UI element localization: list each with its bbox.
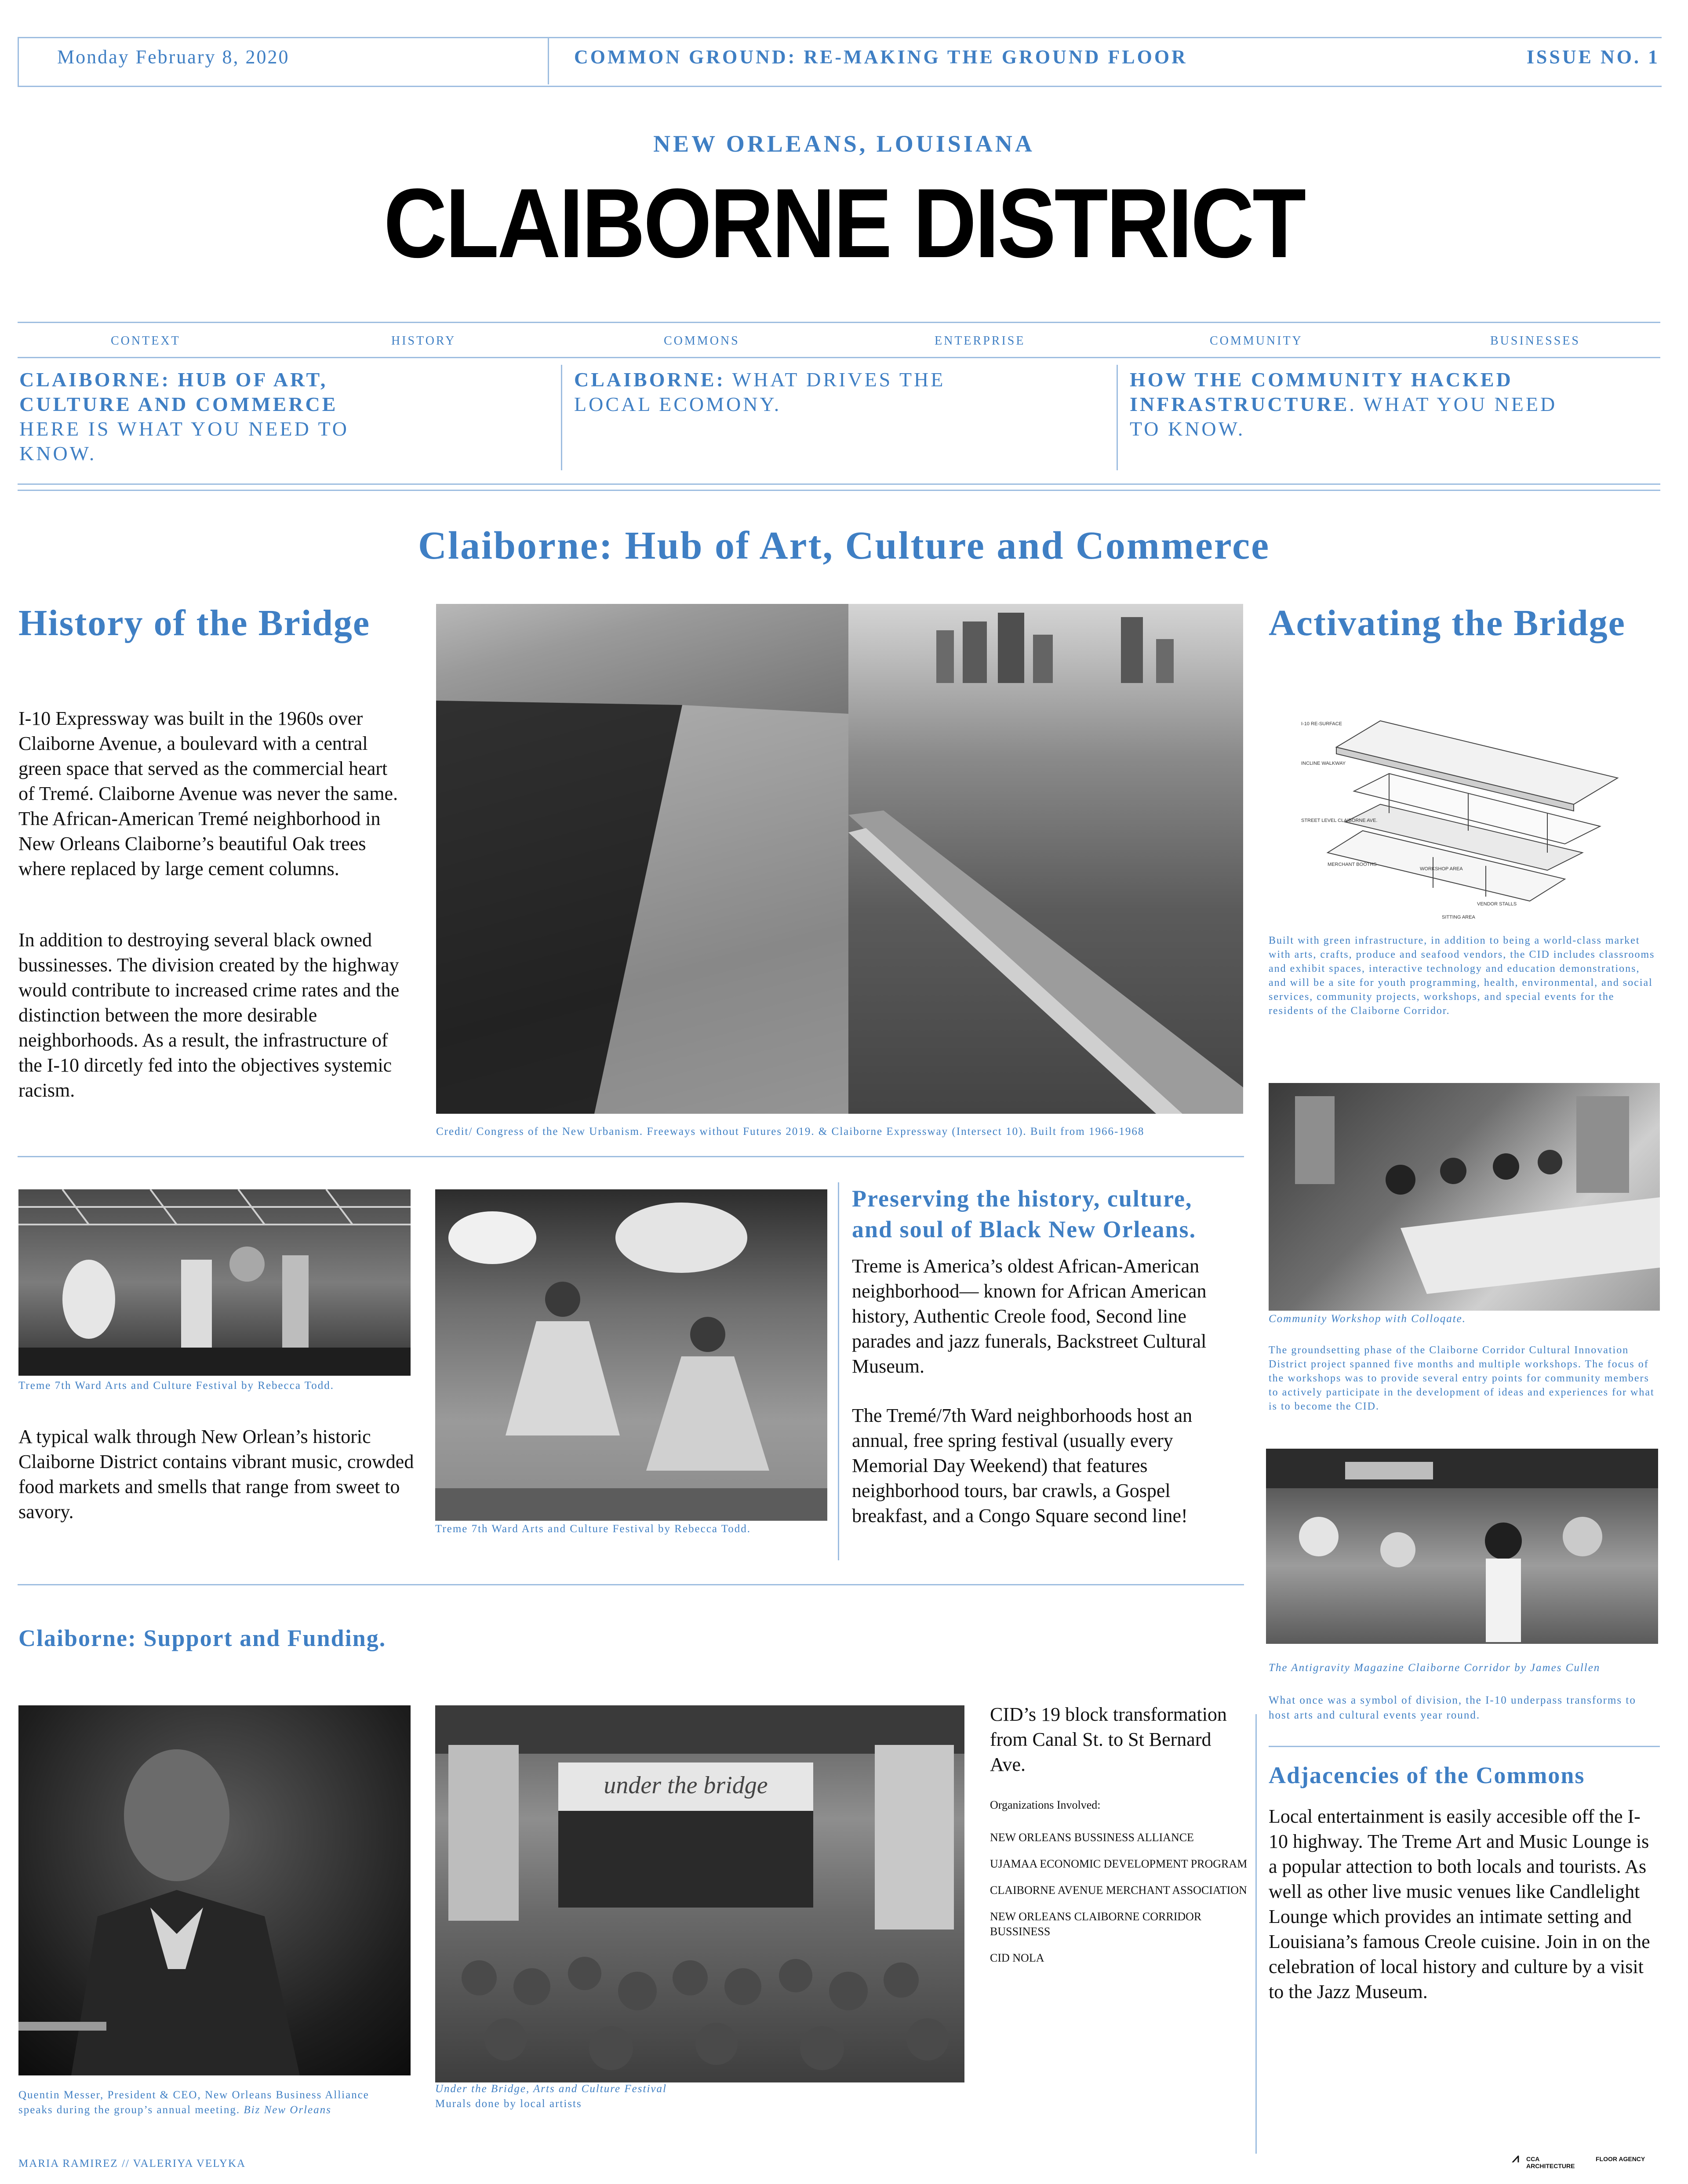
adjacencies-title: Adjacencies of the Commons [1269,1762,1585,1788]
activating-body: Built with green infrastructure, in addition to being a world-class market with arts, crafts, produce and seafood vendors, the CID includes classrooms and exhibit spaces, interactive technology and education demonstrations, and will be a site for youth programming, health, environmental, and social services, community projects, workshops, and special events for the residents of the Claiborne Corridor. [1269,935,1655,1017]
under-bridge-caption [435,2082,919,2111]
preserving-paragraph-1: Treme is America’s oldest African-American neighborhood— known for African American history, Authentic Creole food, Second line parades and jazz funerals, Backstreet Cultural Museum. [852,1255,1207,1377]
antigravity-body: What once was a symbol of division, the I-10 underpass transforms to host arts and cultural events year round. [1269,1694,1636,1721]
diagram-label-sitting: SITTING AREA [1442,915,1475,920]
org-claiborne-corridor: NEW ORLEANS CLAIBORNE CORRIDOR BUSSINESS [990,1910,1202,1938]
footer-authors: MARIA RAMIREZ // VALERIYA VELYKA [18,2158,246,2169]
portrait-photo [18,1705,411,2075]
preserving-divider [838,1182,839,1560]
teaser-economy[interactable] [574,367,979,417]
workshop-photo-art [1269,1083,1660,1311]
org-nola-business-alliance: NEW ORLEANS BUSSINESS ALLIANCE [990,1831,1194,1844]
under-bridge-banner: under the bridge [604,1772,768,1799]
cid-transformation: CID’s 19 block transformation from Canal St. to St Bernard Ave. [990,1704,1227,1775]
teaser-hacked-rest: . WHAT YOU NEED TO KNOW. [1130,393,1557,440]
teaser-economy-bold: CLAIBORNE: [574,368,725,391]
teaser-hub[interactable] [19,367,353,466]
series-title: COMMON GROUND: RE-MAKING THE GROUND FLOOR [574,46,1188,68]
festival-caption-1: Treme 7th Ward Arts and Culture Festival by Rebecca Todd. [18,1380,335,1392]
top-bar-divider [548,38,549,84]
org-claiborne-merchant: CLAIBORNE AVENUE MERCHANT ASSOCIATION [990,1884,1247,1897]
nav-rule-top [18,322,1660,323]
cca-logo-icon: ⩘ [1512,2151,1519,2165]
history-paragraph-1: I-10 Expressway was built in the 1960s over Claiborne Avenue, a boulevard with a central green space that served as the commercial heart of Tremé. Claiborne Avenue was never the same. The African-American Tremé neighborhood in New Orleans Claiborne’s beautiful Oak trees where replaced by large cement columns. [18,708,398,879]
organizations [990,1798,1254,1977]
masthead-title: CLAIBORNE DISTRICT [383,168,1305,279]
diagram-label-street: STREET LEVEL CLAIBORNE AVE. [1301,818,1378,823]
preserving-paragraph-2: The Tremé/7th Ward neighborhoods host an annual, free spring festival (usually every Memorial Day Weekend) that features neighborhood tours, bar crawls, a Gospel breakfast, and a Congo Square second line! [852,1405,1193,1526]
org-ujamaa: UJAMAA ECONOMIC DEVELOPMENT PROGRAM [990,1857,1248,1870]
festival-photo-dancers-art [435,1189,827,1521]
portrait-photo-art [18,1705,411,2075]
hero-caption: Credit/ Congress of the New Urbanism. Freeways without Futures 2019. & Claiborne Expressway (Intersect 10). Built from 1966-1968 [436,1126,1145,1137]
teaser-hub-bold: CLAIBORNE: HUB OF ART, CULTURE AND COMMERCE [19,368,338,415]
festival-photo-dancers [435,1189,827,1521]
portrait-caption-text: Quentin Messer, President & CEO, New Orleans Business Alliance speaks during the group’s annual meeting. [18,2089,369,2116]
nav-history[interactable]: HISTORY [391,334,456,348]
nav-commons[interactable]: COMMONS [664,334,740,348]
org-cid-nola: CID NOLA [990,1951,1044,1964]
festival-photo-band [18,1189,411,1376]
under-bridge-caption-1: Under the Bridge, Arts and Culture Festival [435,2083,667,2095]
nav-community[interactable]: COMMUNITY [1210,334,1303,348]
support-rule [18,1584,1244,1585]
support-title: Claiborne: Support and Funding. [18,1625,386,1651]
adjacencies-body: Local entertainment is easily accesible off the I-10 highway. The Treme Art and Music Lounge is a popular attection to both locals and tourists. As well as other live music venues like Candlelight Lounge which provides an intimate setting and Louisiana’s famous Creole cuisine. Join in on the celebration of local history and culture by a visit to the Jazz Museum. [1269,1806,1650,2002]
bridge-diagram-svg [1301,712,1635,923]
antigravity-photo [1266,1449,1658,1644]
nav-rule-bottom [18,357,1660,358]
preserving-title: Preserving the history, culture, and soul of Black New Orleans. [852,1185,1197,1243]
teaser-divider-2 [1117,365,1118,470]
footer-logo-2: FLOOR AGENCY [1596,2155,1645,2162]
antigravity-caption: The Antigravity Magazine Claiborne Corridor by James Cullen [1269,1662,1601,1674]
hero-photo-left-art [436,604,848,1114]
diagram-label-walkway: INCLINE WALKWAY [1301,761,1346,766]
activating-title: Activating the Bridge [1269,603,1626,643]
portrait-caption-source: Biz New Orleans [244,2104,331,2116]
bridge-diagram [1301,712,1635,923]
festival-walk-text: A typical walk through New Orlean’s historic Claiborne District contains vibrant music, crowded food markets and smells that range from sweet to savory. [18,1426,414,1523]
under-bridge-photo [435,1705,964,2082]
teaser-economy-rest: WHAT DRIVES THE LOCAL ECOMONY. [574,368,946,415]
nav-context[interactable]: CONTEXT [111,334,181,348]
section-title: Claiborne: Hub of Art, Culture and Commerce [418,524,1270,567]
under-bridge-caption-2: Murals done by local artists [435,2098,582,2110]
diagram-label-merchant: MERCHANT BOOTHS [1328,862,1377,867]
diagram-label-resurface: I-10 RE-SURFACE [1301,721,1342,727]
antigravity-photo-art [1266,1449,1658,1644]
workshop-caption: Community Workshop with Colloqate. [1269,1313,1466,1325]
adjacencies-rule [1269,1746,1660,1747]
history-paragraph-2: In addition to destroying several black owned bussinesses. The division created by the highway would contribute to increased crime rates and the distinction between the more desirable neighborhoods. As a result, the infrastructure of the I-10 dircetly fed into the objectives systemic racism. [18,929,400,1101]
nav-enterprise[interactable]: ENTERPRISE [935,334,1026,348]
under-bridge-photo-art [435,1705,964,2082]
footer-logos [1512,2153,1662,2170]
issue-number: ISSUE NO. 1 [1526,46,1660,68]
nav-businesses[interactable]: BUSINESSES [1490,334,1580,348]
hero-photo-left [436,604,848,1114]
teaser-hacked-bold: HOW THE COMMUNITY HACKED INFRASTRUCTURE [1130,368,1513,415]
teaser-rule-1 [18,483,1660,485]
footer-logo-1: CCA ARCHITECTURE [1526,2155,1575,2169]
festival-photo-band-art [18,1189,411,1376]
workshop-photo [1269,1083,1660,1311]
workshop-body: The groundsetting phase of the Claiborne Corridor Cultural Innovation District project spanned five months and multiple workshops. The focus of the workshops was to provide several entry points for community members to actively participate in the development of ideas and experiences for what is to become the CID. [1269,1345,1655,1412]
portrait-caption [18,2088,379,2118]
teaser-hacked[interactable] [1130,367,1578,441]
hero-photo-right-art [848,604,1243,1114]
diagram-label-workshop: WORKSHOP AREA [1420,866,1463,872]
issue-date: Monday February 8, 2020 [57,46,290,68]
teaser-divider-1 [561,365,562,470]
teaser-rule-2 [18,490,1660,491]
history-title: History of the Bridge [18,603,371,643]
diagram-label-vendor: VENDOR STALLS [1477,901,1517,907]
mid-rule [18,1156,1244,1157]
organizations-label: Organizations Involved: [990,1799,1101,1811]
teaser-hub-rest: HERE IS WHAT YOU NEED TO KNOW. [19,418,349,465]
hero-photo-right [848,604,1243,1114]
festival-caption-2: Treme 7th Ward Arts and Culture Festival by Rebecca Todd. [435,1523,751,1535]
masthead-location: NEW ORLEANS, LOUISIANA [653,131,1035,157]
right-column-divider [1255,1714,1257,2154]
